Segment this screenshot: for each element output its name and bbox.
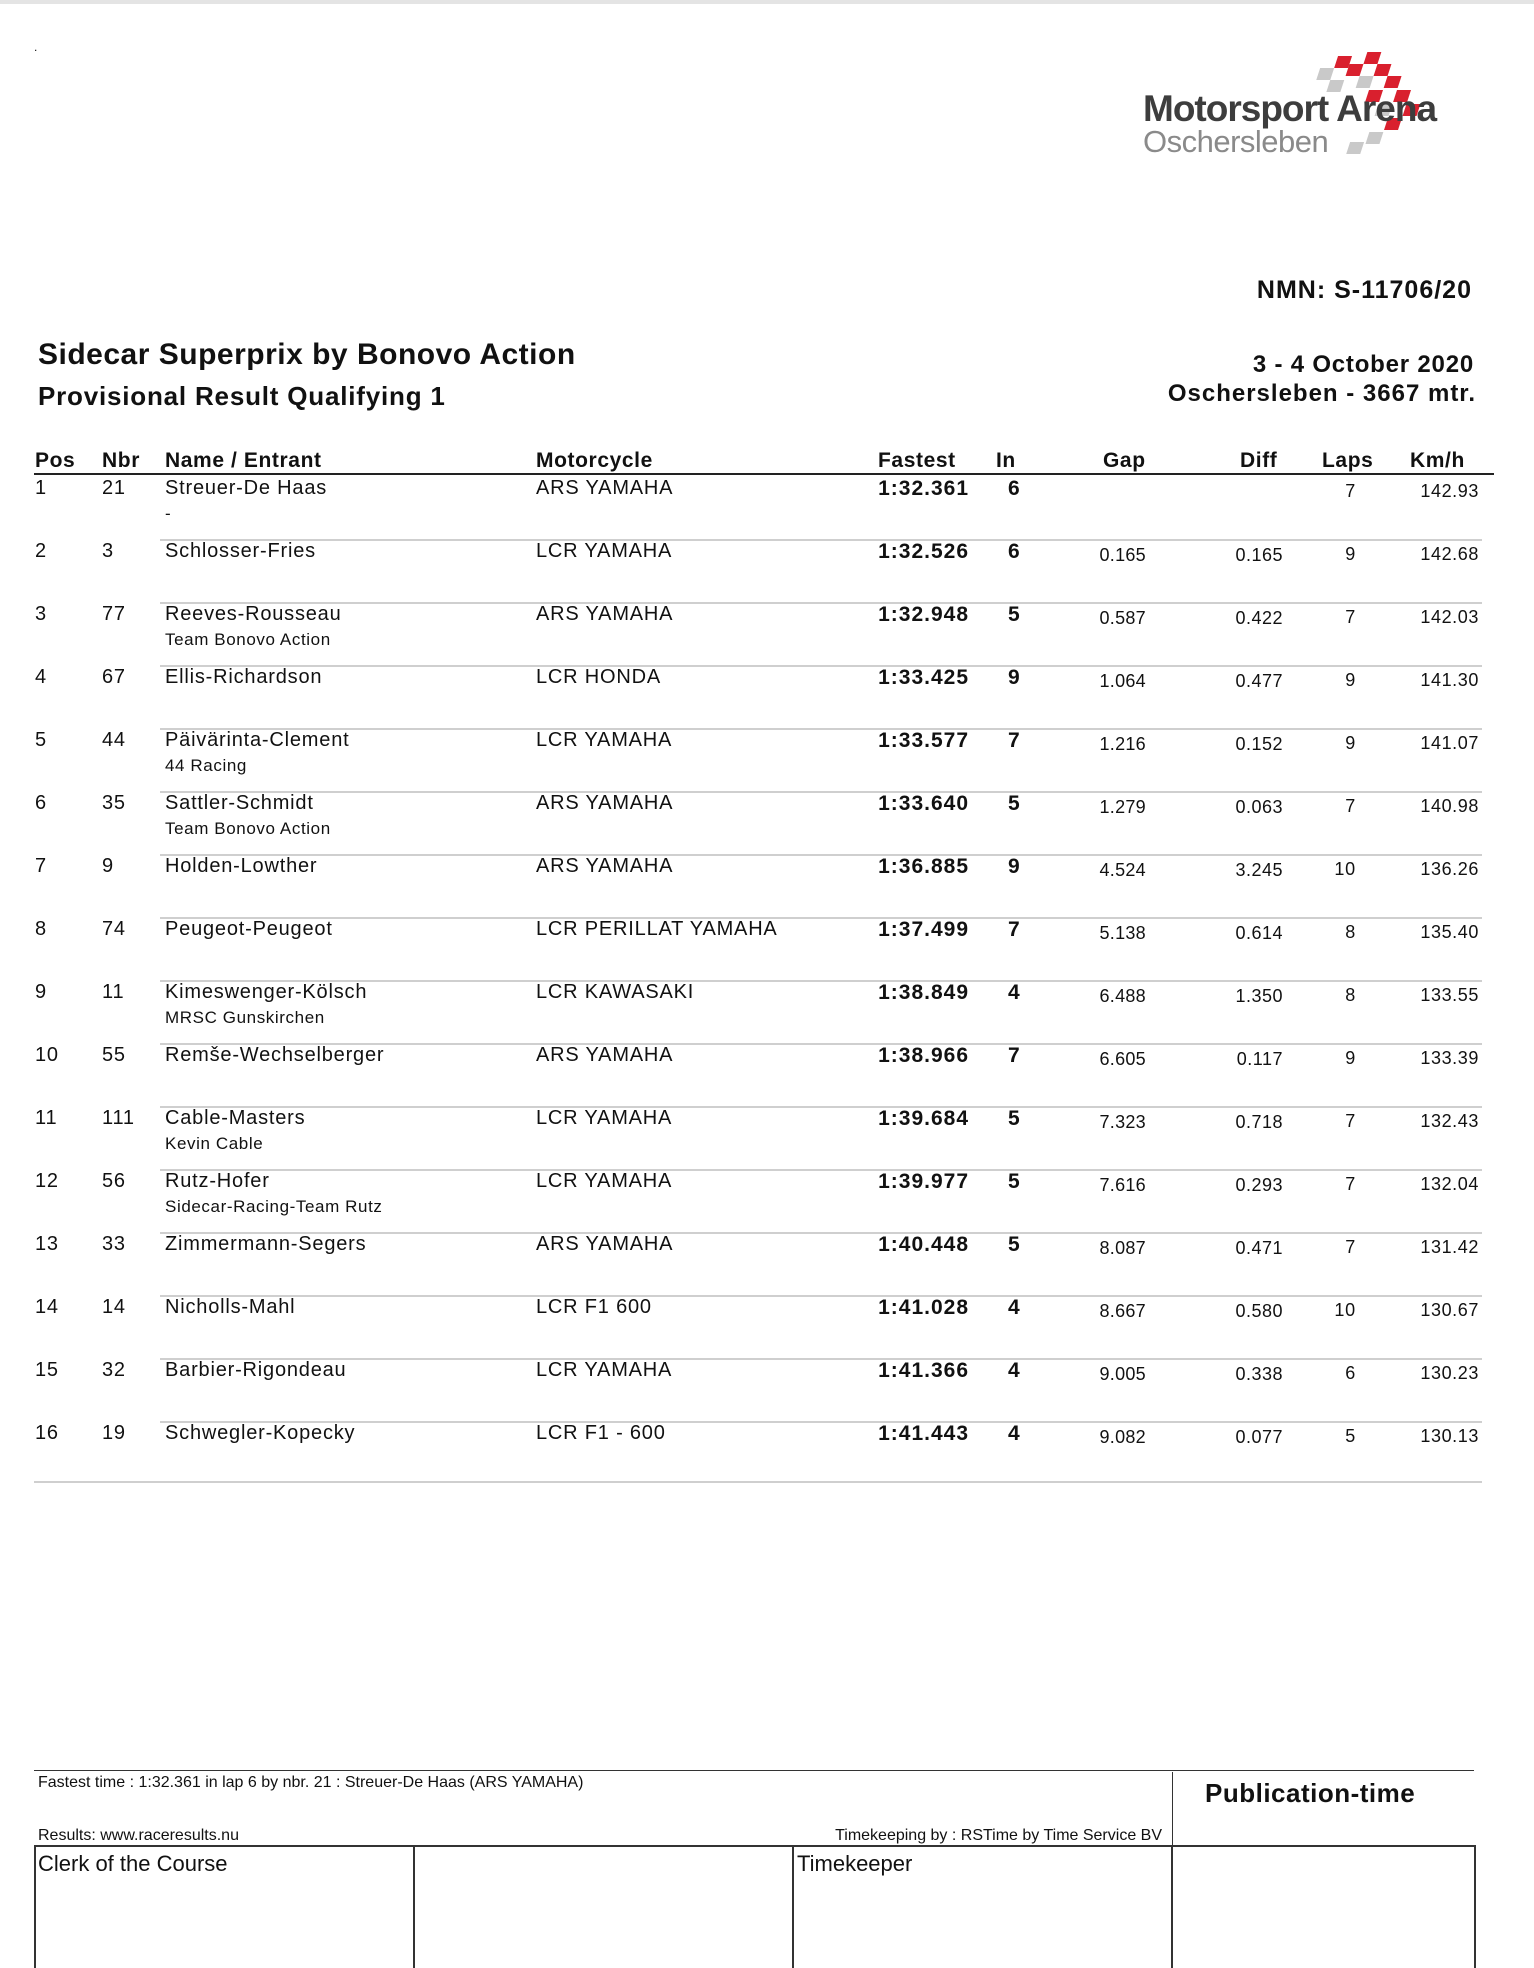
cell-motorcycle: LCR F1 600	[536, 1296, 652, 1318]
cell-gap: 8.667	[1099, 1301, 1146, 1321]
cell-motorcycle: LCR F1 - 600	[536, 1422, 666, 1444]
cell-gap: 9.082	[1099, 1427, 1146, 1447]
cell-nbr: 11	[102, 981, 125, 1003]
cell-kmh: 141.07	[1420, 733, 1479, 753]
cell-laps: 9	[1345, 544, 1356, 564]
cell-entrant: Kevin Cable	[165, 1134, 264, 1153]
col-gap-header: Gap	[1103, 449, 1146, 472]
cell-in-lap: 9	[1008, 855, 1021, 878]
table-row	[0, 1359, 1534, 1422]
cell-fastest: 1:41.028	[878, 1296, 969, 1319]
cell-entrant: Sidecar-Racing-Team Rutz	[165, 1197, 383, 1216]
cell-fastest: 1:41.366	[878, 1359, 969, 1382]
col-nbr-header: Nbr	[102, 449, 140, 472]
cell-nbr: 67	[102, 666, 126, 688]
col-laps-header: Laps	[1322, 449, 1374, 472]
cell-pos: 2	[35, 540, 47, 562]
cell-diff: 0.152	[1235, 734, 1283, 754]
col-in-header: In	[996, 449, 1016, 472]
table-bottom-rule	[34, 1481, 1482, 1483]
cell-nbr: 55	[102, 1044, 126, 1066]
cell-pos: 14	[35, 1296, 59, 1318]
cell-kmh: 133.55	[1420, 985, 1479, 1005]
cell-name: Holden-Lowther	[165, 855, 318, 877]
cell-gap: 6.488	[1099, 986, 1146, 1006]
cell-in-lap: 7	[1008, 1044, 1021, 1067]
cell-laps: 8	[1345, 922, 1356, 942]
cell-pos: 16	[35, 1422, 59, 1444]
cell-motorcycle: LCR YAMAHA	[536, 540, 673, 562]
cell-kmh: 140.98	[1420, 796, 1479, 816]
cell-kmh: 130.67	[1420, 1300, 1479, 1320]
footer-rule	[34, 1770, 1474, 1771]
cell-laps: 7	[1345, 1111, 1356, 1131]
fastest-time-note: Fastest time : 1:32.361 in lap 6 by nbr. 21 : Streuer-De Haas (ARS YAMAHA)	[38, 1774, 584, 1791]
cell-kmh: 132.04	[1420, 1174, 1479, 1194]
cell-diff: 0.063	[1235, 797, 1283, 817]
cell-fastest: 1:36.885	[878, 855, 969, 878]
cell-laps: 9	[1345, 733, 1356, 753]
cell-motorcycle: LCR YAMAHA	[536, 729, 673, 751]
cell-in-lap: 6	[1008, 477, 1021, 500]
cell-motorcycle: LCR HONDA	[536, 666, 661, 688]
cell-kmh: 131.42	[1420, 1237, 1479, 1257]
col-diff-header: Diff	[1240, 449, 1278, 472]
cell-motorcycle: LCR PERILLAT YAMAHA	[536, 918, 778, 940]
cell-gap: 7.323	[1099, 1112, 1146, 1132]
cell-fastest: 1:33.577	[878, 729, 969, 752]
event-title: Sidecar Superprix by Bonovo Action	[38, 338, 576, 371]
cell-name: Cable-Masters	[165, 1107, 306, 1129]
cell-name: Reeves-Rousseau	[165, 603, 342, 625]
table-row	[0, 1233, 1534, 1296]
col-pos-header: Pos	[35, 449, 76, 472]
cell-gap: 5.138	[1099, 923, 1146, 943]
cell-pos: 13	[35, 1233, 59, 1255]
cell-motorcycle: ARS YAMAHA	[536, 477, 674, 499]
nmn-number: NMN: S-11706/20	[1256, 276, 1472, 304]
cell-kmh: 135.40	[1420, 922, 1479, 942]
cell-name: Zimmermann-Segers	[165, 1233, 367, 1255]
cell-nbr: 19	[102, 1422, 126, 1444]
cell-motorcycle: ARS YAMAHA	[536, 1233, 674, 1255]
cell-laps: 9	[1345, 670, 1356, 690]
cell-in-lap: 4	[1008, 981, 1021, 1004]
cell-motorcycle: ARS YAMAHA	[536, 1044, 674, 1066]
cell-motorcycle: LCR KAWASAKI	[536, 981, 695, 1003]
cell-gap: 8.087	[1099, 1238, 1146, 1258]
cell-fastest: 1:33.640	[878, 792, 969, 815]
cell-in-lap: 9	[1008, 666, 1021, 689]
cell-name: Peugeot-Peugeot	[165, 918, 333, 940]
table-row	[0, 855, 1534, 918]
cell-diff: 0.117	[1236, 1049, 1283, 1069]
cell-name: Nicholls-Mahl	[165, 1296, 296, 1318]
cell-laps: 7	[1345, 481, 1356, 501]
cell-diff: 3.245	[1235, 860, 1283, 880]
cell-in-lap: 5	[1008, 1233, 1021, 1256]
cell-in-lap: 7	[1008, 918, 1021, 941]
cell-laps: 7	[1345, 1237, 1356, 1257]
logo-text-sub: Oschersleben	[1143, 124, 1329, 159]
cell-pos: 10	[35, 1044, 59, 1066]
cell-kmh: 130.23	[1420, 1363, 1479, 1383]
table-row	[0, 477, 1534, 540]
cell-entrant: Team Bonovo Action	[165, 630, 331, 649]
cell-nbr: 35	[102, 792, 126, 814]
cell-pos: 1	[35, 477, 47, 499]
page-top-border	[0, 0, 1534, 4]
col-kmh-header: Km/h	[1410, 449, 1465, 472]
cell-laps: 10	[1334, 1300, 1356, 1320]
cell-diff: 0.077	[1235, 1427, 1283, 1447]
header-rule	[34, 473, 1494, 475]
cell-motorcycle: LCR YAMAHA	[536, 1359, 673, 1381]
cell-in-lap: 5	[1008, 1107, 1021, 1130]
table-row	[0, 666, 1534, 729]
cell-name: Päivärinta-Clement	[165, 729, 350, 751]
cell-in-lap: 5	[1008, 792, 1021, 815]
cell-gap: 0.587	[1099, 608, 1146, 628]
cell-kmh: 142.68	[1420, 544, 1479, 564]
cell-nbr: 56	[102, 1170, 126, 1192]
signature-grid-top	[34, 1845, 1476, 1847]
cell-nbr: 44	[102, 729, 126, 751]
cell-pos: 7	[35, 855, 47, 877]
cell-in-lap: 4	[1008, 1296, 1021, 1319]
cell-kmh: 142.03	[1420, 607, 1479, 627]
table-row	[0, 729, 1534, 792]
cell-fastest: 1:37.499	[878, 918, 969, 941]
cell-motorcycle: ARS YAMAHA	[536, 792, 674, 814]
cell-pos: 8	[35, 918, 47, 940]
col-name-header: Name / Entrant	[165, 449, 322, 472]
cell-motorcycle: ARS YAMAHA	[536, 855, 674, 877]
cell-entrant: 44 Racing	[165, 756, 247, 775]
cell-in-lap: 4	[1008, 1422, 1021, 1445]
cell-nbr: 74	[102, 918, 126, 940]
cell-motorcycle: LCR YAMAHA	[536, 1107, 673, 1129]
cell-name: Sattler-Schmidt	[165, 792, 314, 814]
cell-diff: 0.718	[1235, 1112, 1283, 1132]
cell-pos: 4	[35, 666, 47, 688]
signature-grid-divider	[413, 1845, 415, 1968]
cell-nbr: 14	[102, 1296, 126, 1318]
cell-laps: 7	[1345, 1174, 1356, 1194]
cell-laps: 6	[1345, 1363, 1356, 1383]
table-row	[0, 1044, 1534, 1107]
cell-name: Ellis-Richardson	[165, 666, 323, 688]
cell-laps: 5	[1345, 1426, 1356, 1446]
cell-diff: 0.338	[1235, 1364, 1283, 1384]
cell-motorcycle: LCR YAMAHA	[536, 1170, 673, 1192]
cell-kmh: 130.13	[1420, 1426, 1479, 1446]
cell-nbr: 9	[102, 855, 114, 877]
table-row	[0, 1296, 1534, 1359]
table-row	[0, 1107, 1534, 1170]
cell-laps: 9	[1345, 1048, 1356, 1068]
cell-name: Schwegler-Kopecky	[165, 1422, 356, 1444]
cell-motorcycle: ARS YAMAHA	[536, 603, 674, 625]
cell-diff: 0.165	[1235, 545, 1283, 565]
cell-pos: 6	[35, 792, 47, 814]
cell-gap: 4.524	[1099, 860, 1146, 880]
event-date: 3 - 4 October 2020	[1252, 351, 1474, 378]
session-title: Provisional Result Qualifying 1	[38, 381, 446, 411]
cell-name: Schlosser-Fries	[165, 540, 316, 562]
cell-kmh: 142.93	[1420, 481, 1479, 501]
cell-gap: 6.605	[1099, 1049, 1146, 1069]
table-row	[0, 918, 1534, 981]
timekeeping-credit: Timekeeping by : RSTime by Time Service BV	[835, 1827, 1162, 1844]
cell-diff: 0.293	[1235, 1175, 1283, 1195]
cell-pos: 12	[35, 1170, 59, 1192]
cell-fastest: 1:38.966	[878, 1044, 969, 1067]
cell-laps: 7	[1345, 796, 1356, 816]
cell-gap: 1.216	[1099, 734, 1146, 754]
cell-diff: 0.471	[1235, 1238, 1283, 1258]
cell-kmh: 133.39	[1420, 1048, 1479, 1068]
table-row	[0, 1170, 1534, 1233]
table-row	[0, 540, 1534, 603]
logo-text-main: Motorsport Arena	[1143, 88, 1437, 129]
cell-nbr: 21	[102, 477, 126, 499]
table-row	[0, 1422, 1534, 1485]
cell-gap: 1.064	[1099, 671, 1146, 691]
cell-pos: 3	[35, 603, 47, 625]
cell-name: Streuer-De Haas	[165, 477, 328, 499]
cell-fastest: 1:32.361	[878, 477, 969, 500]
cell-diff: 0.614	[1235, 923, 1283, 943]
cell-in-lap: 7	[1008, 729, 1021, 752]
cell-pos: 9	[35, 981, 47, 1003]
cell-kmh: 132.43	[1420, 1111, 1479, 1131]
cell-nbr: 111	[102, 1107, 135, 1129]
cell-name: Barbier-Rigondeau	[165, 1359, 347, 1381]
signature-grid-divider	[1171, 1845, 1173, 1968]
cell-kmh: 141.30	[1420, 670, 1479, 690]
clerk-of-course-label: Clerk of the Course	[38, 1851, 228, 1876]
event-venue: Oschersleben - 3667 mtr.	[1167, 380, 1476, 407]
cell-laps: 10	[1334, 859, 1356, 879]
cell-name: Remše-Wechselberger	[165, 1044, 385, 1066]
cell-fastest: 1:33.425	[878, 666, 969, 689]
cell-fastest: 1:39.977	[878, 1170, 969, 1193]
signature-grid-divider	[792, 1845, 794, 1968]
cell-pos: 5	[35, 729, 47, 751]
cell-gap: 1.279	[1099, 797, 1146, 817]
cell-entrant: MRSC Gunskirchen	[165, 1008, 325, 1027]
cell-diff: 0.422	[1235, 608, 1283, 628]
cell-diff: 1.350	[1235, 986, 1283, 1006]
cell-in-lap: 4	[1008, 1359, 1021, 1382]
table-row	[0, 981, 1534, 1044]
cell-nbr: 32	[102, 1359, 126, 1381]
timekeeper-label: Timekeeper	[797, 1851, 913, 1876]
cell-gap: 9.005	[1099, 1364, 1146, 1384]
cell-entrant: -	[165, 504, 172, 523]
cell-name: Rutz-Hofer	[165, 1170, 270, 1192]
cell-fastest: 1:32.526	[878, 540, 969, 563]
cell-name: Kimeswenger-Kölsch	[165, 981, 368, 1003]
table-row	[0, 603, 1534, 666]
cell-diff: 0.580	[1235, 1301, 1283, 1321]
cell-laps: 8	[1345, 985, 1356, 1005]
results-url: Results: www.raceresults.nu	[38, 1827, 239, 1844]
cell-fastest: 1:41.443	[878, 1422, 969, 1445]
stray-mark: .	[34, 40, 38, 54]
cell-gap: 7.616	[1099, 1175, 1146, 1195]
cell-gap: 0.165	[1099, 545, 1146, 565]
cell-diff: 0.477	[1235, 671, 1283, 691]
cell-fastest: 1:40.448	[878, 1233, 969, 1256]
signature-grid-divider	[1474, 1845, 1476, 1968]
cell-pos: 15	[35, 1359, 59, 1381]
cell-entrant: Team Bonovo Action	[165, 819, 331, 838]
cell-fastest: 1:39.684	[878, 1107, 969, 1130]
signature-grid-divider	[34, 1845, 36, 1968]
cell-pos: 11	[35, 1107, 58, 1129]
cell-kmh: 136.26	[1420, 859, 1479, 879]
cell-fastest: 1:32.948	[878, 603, 969, 626]
cell-in-lap: 5	[1008, 603, 1021, 626]
motorsport-arena-logo	[1130, 50, 1460, 165]
col-fastest-header: Fastest	[878, 449, 956, 472]
cell-nbr: 3	[102, 540, 114, 562]
publication-time-label: Publication-time	[1205, 1778, 1416, 1808]
cell-fastest: 1:38.849	[878, 981, 969, 1004]
col-motorcycle-header: Motorcycle	[536, 449, 653, 472]
table-row	[0, 792, 1534, 855]
cell-nbr: 33	[102, 1233, 126, 1255]
cell-laps: 7	[1345, 607, 1356, 627]
cell-nbr: 77	[102, 603, 126, 625]
cell-in-lap: 5	[1008, 1170, 1021, 1193]
cell-in-lap: 6	[1008, 540, 1021, 563]
